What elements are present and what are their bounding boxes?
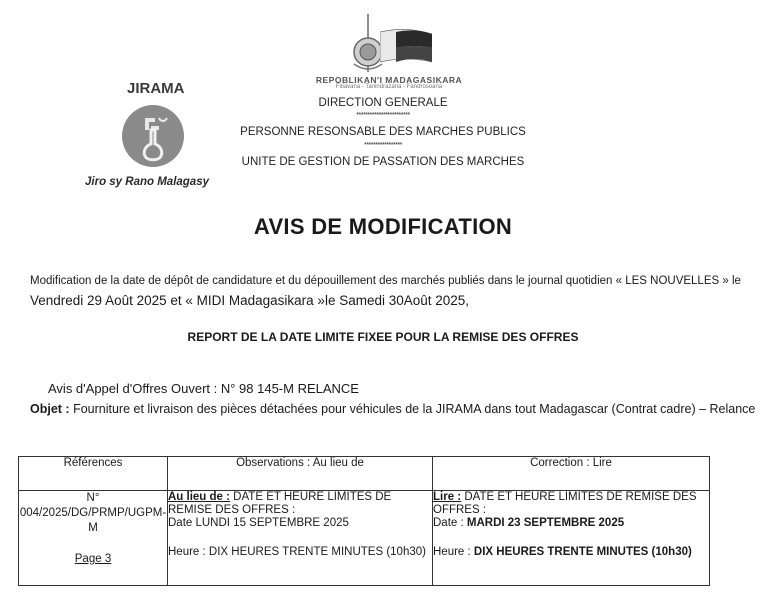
reference-cell: [19, 491, 168, 586]
intro-line-1: Modification de la date de dépôt de candidature et du dépouillement des marchés publiés dans le journal quotidien « LES NOUVELLES » le: [30, 275, 741, 287]
cor-text: DATE ET HEURE LIMITES DE REMISE DES OFFRES :: [433, 491, 697, 516]
objet-line: [30, 402, 755, 416]
ref-number-label: N°: [86, 492, 100, 504]
org-name: JIRAMA: [127, 80, 185, 97]
republic-motto: Fitiavana - Tanindrazana - Fandrosoana: [335, 84, 443, 90]
cor-heure: DIX HEURES TRENTE MINUTES (10h30): [473, 546, 692, 558]
cor-label: Lire :: [433, 491, 462, 503]
table-header-row: [19, 457, 710, 491]
divider-stars-2: *****************: [364, 142, 402, 149]
modification-table: [18, 456, 710, 586]
ugpm-title: UNITE DE GESTION DE PASSATION DES MARCHES: [241, 156, 525, 168]
madagascar-flag: [380, 28, 432, 64]
obs-label: Au lieu de :: [168, 491, 230, 503]
divider-stars-1: ************************: [356, 112, 410, 119]
page-title: AVIS DE MODIFICATION: [253, 214, 513, 239]
observation-cell: [168, 491, 433, 586]
objet-label: Objet :: [30, 402, 70, 416]
republic-name: REPOBLIKAN'I MADAGASIKARA: [315, 75, 463, 85]
correction-cell: [433, 491, 710, 586]
obs-text: DATE ET HEURE LIMITES DE REMISE DES OFFRES :: [168, 491, 392, 516]
cor-date-label: Date :: [433, 517, 467, 529]
appel-offres: Avis d'Appel d'Offres Ouvert : N° 98 145-M RELANCE: [48, 381, 359, 396]
jirama-logo: [121, 104, 185, 168]
header-observations: Observations : Au lieu de: [168, 457, 433, 491]
prmp-title: PERSONNE RESONSABLE DES MARCHES PUBLICS: [240, 126, 526, 138]
cor-heure-label: Heure :: [433, 546, 474, 558]
org-slogan: Jiro sy Rano Malagasy: [85, 176, 209, 188]
table-row: [19, 491, 710, 586]
header-correction: Correction : Lire: [433, 457, 710, 491]
obs-heure: Heure : DIX HEURES TRENTE MINUTES (10h30): [168, 546, 426, 558]
cor-date: MARDI 23 SEPTEMBRE 2025: [466, 517, 625, 529]
objet-text: Fourniture et livraison des pièces détachées pour véhicules de la JIRAMA dans tout Madagascar (Contrat cadre) – Relance: [69, 402, 756, 416]
obs-date: Date LUNDI 15 SEPTEMBRE 2025: [168, 517, 349, 529]
ref-page: Page 3: [74, 553, 112, 565]
report-heading: REPORT DE LA DATE LIMITE FIXEE POUR LA REMISE DES OFFRES: [187, 330, 579, 344]
header-references: Références: [19, 457, 168, 491]
direction-generale: DIRECTION GENERALE: [318, 97, 448, 109]
ref-code: 004/2025/DG/PRMP/UGPM-M: [19, 507, 167, 534]
intro-line-2: Vendredi 29 Août 2025 et « MIDI Madagasikara »le Samedi 30Août 2025,: [30, 293, 470, 308]
